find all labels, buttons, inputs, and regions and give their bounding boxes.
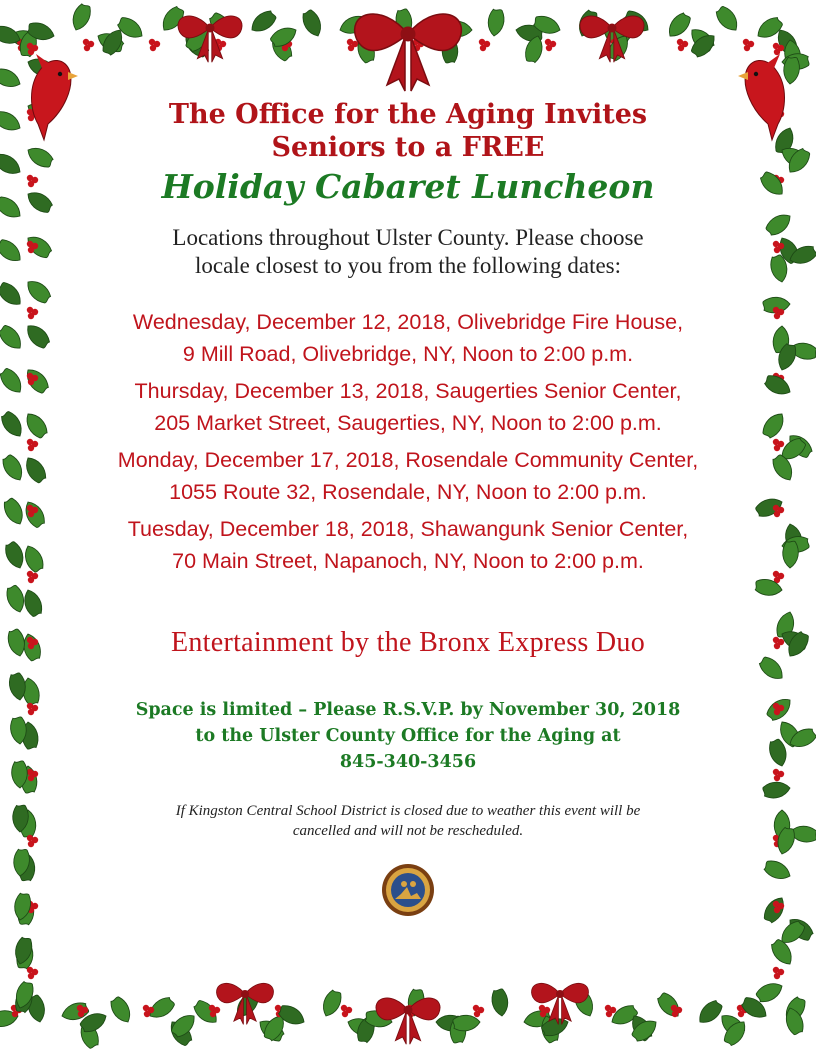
berry-icon [774,643,780,649]
holly-leaf-icon [760,409,788,440]
rsvp-phone: 845-340-3456 [339,752,477,772]
holly-leaf-icon [0,323,26,353]
berry-icon [744,45,750,51]
berry-icon [348,45,354,51]
holly-leaf-icon [762,780,791,799]
holly-leaf-icon [782,541,798,569]
berry-icon [78,1011,84,1017]
holly-leaf-icon [21,454,48,485]
berry-icon [540,1011,546,1017]
holly-leaf-icon [23,276,53,306]
berry-icon [28,643,34,649]
holly-leaf-icon [0,66,23,91]
holly-leaf-icon [24,188,55,216]
holly-leaf-icon [4,584,27,615]
holly-leaf-icon [22,409,50,440]
weather-disclaimer: If Kingston Central School District is closed due to weather this event will be cancelled and will not be rescheduled. [175,803,641,839]
berry-icon [28,577,34,583]
berry-icon [480,45,486,51]
holly-leaf-icon [0,366,26,397]
entertainment-line: Entertainment by the Bronx Express Duo [170,627,646,658]
berry-icon [28,445,34,451]
berry-icon [28,709,34,715]
holly-leaf-icon [1,496,27,527]
ribbon-knot-icon [556,990,564,998]
berry-icon [12,1011,18,1017]
holly-leaf-icon [0,453,27,484]
holly-leaf-icon [486,8,505,37]
berry-icon [150,45,156,51]
rsvp-block: Space is limited – Please R.S.V.P. by November 30, 2018 to the Ulster County Office for the Aging at 845-340-3456 [135,700,681,772]
title-line-2: Seniors to a FREE [271,132,545,163]
holly-leaf-icon [491,988,510,1017]
berry-icon [474,1011,480,1017]
berry-icon [28,49,34,55]
berry-icon [28,511,34,517]
cardinal-eye-icon [58,72,62,76]
ribbon-knot-icon [206,24,215,33]
berry-icon [774,973,780,979]
berry-icon [84,45,90,51]
holly-leaf-icon [0,108,24,134]
holly-leaf-icon [757,654,787,684]
berry-icon [28,115,34,121]
holly-leaf-icon [0,409,26,440]
flyer-content [70,98,746,917]
holly-leaf-icon [768,937,796,968]
berry-icon [28,775,34,781]
holly-leaf-icon [319,988,344,1019]
berry-icon [774,775,780,781]
holly-leaf-icon [300,8,325,39]
ribbon-knot-icon [241,990,249,998]
cardinal-beak-icon [68,72,78,80]
event-name: Holiday Cabaret Luncheon [161,167,655,206]
holly-leaf-icon [713,4,742,35]
berry-icon [774,511,780,517]
holly-leaf-icon [21,543,46,574]
intro-text: Locations throughout Ulster County. Please choose locale closest to you from the following dates: [172,225,644,278]
holly-leaf-icon [0,237,25,266]
berry-icon [28,973,34,979]
holly-leaf-icon [754,979,785,1005]
cardinal-bird-icon [745,60,784,140]
title-line-1: The Office for the Aging Invites [168,99,648,130]
holly-leaf-icon [664,10,693,41]
holly-leaf-icon [758,169,788,199]
berry-icon [774,907,780,913]
ribbon-bow-icon [532,983,560,1002]
holly-leaf-icon [21,498,47,529]
berry-icon [774,247,780,253]
berry-icon [546,45,552,51]
berry-icon [28,379,34,385]
berry-icon [774,445,780,451]
holly-leaf-icon [695,998,725,1028]
ribbon-knot-icon [608,24,617,33]
event-item-napanoch: Tuesday, December 18, 2018, Shawangunk Senior Center, 70 Main Street, Napanoch, NY, Noon to 2:00 p.m. [127,517,689,573]
holly-leaf-icon [108,995,135,1026]
ribbon-bow-icon [217,983,245,1002]
holly-leaf-icon [0,280,25,310]
event-item-olivebridge: Wednesday, December 12, 2018, Olivebridge Fire House, 9 Mill Road, Olivebridge, NY, Noon to 2:00 p.m. [132,310,684,366]
page-title [70,98,746,164]
berry-icon [738,1011,744,1017]
berry-icon [342,1011,348,1017]
holly-leaf-icon [0,194,25,222]
berry-icon [672,1011,678,1017]
holly-leaf-icon [655,990,684,1021]
ribbon-tail-icon [395,1012,420,1044]
berry-icon [28,181,34,187]
ribbon-bow-icon [376,998,408,1020]
holly-leaf-icon [3,540,28,571]
ribbon-knot-icon [404,1006,413,1015]
holly-leaf-icon [6,628,28,658]
berry-icon [28,841,34,847]
holly-leaf-icon [247,8,278,36]
ribbon-knot-icon [401,27,416,42]
holly-leaf-icon [21,587,45,618]
holly-leaf-icon [0,151,24,178]
berry-icon [210,1011,216,1017]
holly-leaf-icon [762,858,793,883]
cardinal-beak-icon [738,72,748,80]
event-list [70,306,746,577]
berry-icon [28,247,34,253]
berry-icon [606,1011,612,1017]
berry-icon [774,313,780,319]
holly-leaf-icon [22,321,52,351]
cardinal-eye-icon [754,72,758,76]
berry-icon [144,1011,150,1017]
event-item-rosendale: Monday, December 17, 2018, Rosendale Community Center, 1055 Route 32, Rosendale, NY, Noon to 2:00 p.m. [117,448,699,504]
holly-leaf-icon [69,2,94,33]
event-item-saugerties: Thursday, December 13, 2018, Saugerties Senior Center, 205 Market Street, Saugerties, NY, Noon to 2:00 p.m. [134,379,682,435]
holly-leaf-icon [24,143,55,170]
berry-icon [678,45,684,51]
berry-icon [774,709,780,715]
ribbon-bow-icon [560,983,588,1002]
berry-icon [28,313,34,319]
holly-leaf-icon [764,210,795,238]
ulster-county-seal-icon [381,863,435,917]
berry-icon [774,49,780,55]
